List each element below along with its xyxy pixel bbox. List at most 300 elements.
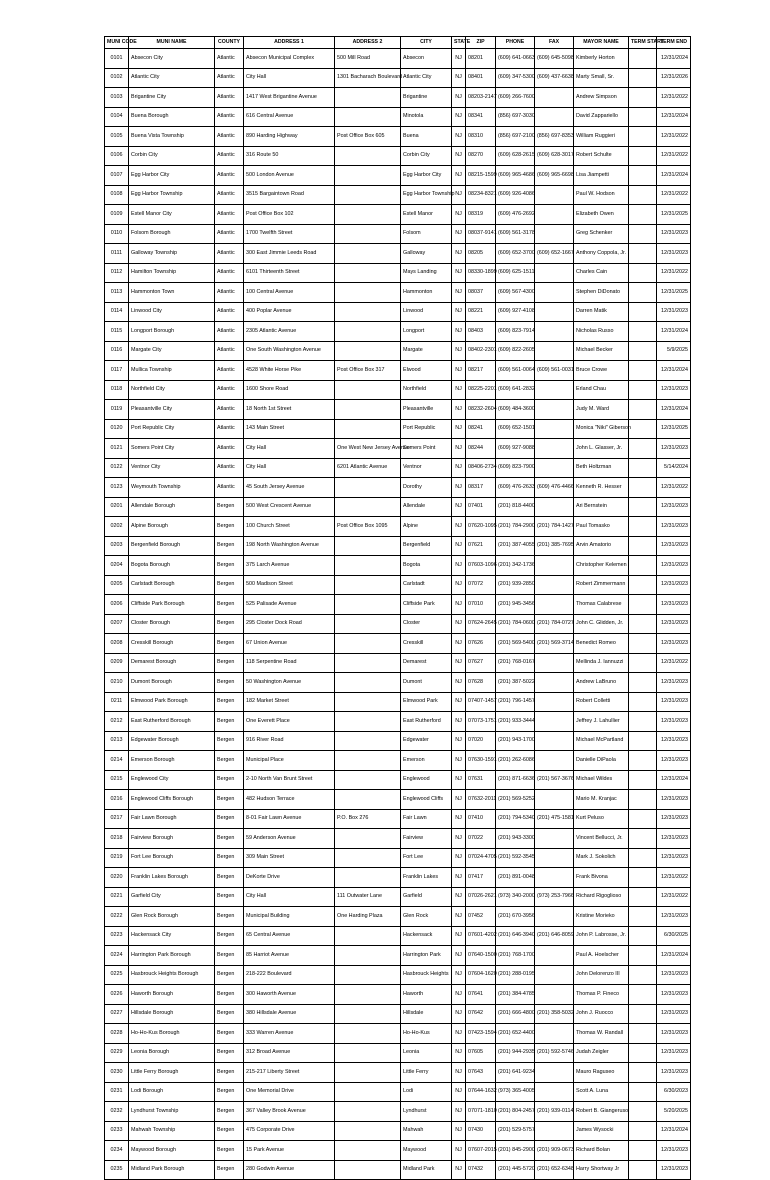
cell-muni-code: 0205 [105, 575, 129, 595]
cell-city: Egg Harbor City [401, 166, 452, 186]
cell-term-start [629, 419, 657, 439]
cell-fax [535, 575, 574, 595]
cell-mayor-name: Lisa Jiampetti [574, 166, 629, 186]
cell-mayor-name: Mauro Raguseo [574, 1063, 629, 1083]
cell-muni-code: 0215 [105, 770, 129, 790]
cell-address-2 [335, 751, 401, 771]
cell-muni-name: Ho-Ho-Kus Borough [129, 1024, 215, 1044]
cell-city: Fort Lee [401, 848, 452, 868]
cell-phone: (609) 561-0064 [496, 361, 535, 381]
table-row [105, 107, 691, 127]
cell-city: Folsom [401, 224, 452, 244]
cell-address-2 [335, 712, 401, 732]
cell-address-1: 45 South Jersey Avenue [244, 478, 335, 498]
table-row [105, 1160, 691, 1180]
cell-address-2 [335, 1024, 401, 1044]
cell-term-end: 12/31/2023 [657, 1141, 691, 1161]
cell-state: NJ [452, 107, 466, 127]
cell-term-end: 12/31/2023 [657, 380, 691, 400]
cell-address-2 [335, 614, 401, 634]
cell-fax: (609) 476-4466 [535, 478, 574, 498]
cell-mayor-name: Kurt Peluso [574, 809, 629, 829]
cell-muni-name: Bogota Borough [129, 556, 215, 576]
cell-mayor-name: Paul W. Hodson [574, 185, 629, 205]
cell-county: Atlantic [215, 205, 244, 225]
cell-muni-name: Leonia Borough [129, 1043, 215, 1063]
cell-mayor-name: John C. Glidden, Jr. [574, 614, 629, 634]
cell-address-2 [335, 380, 401, 400]
cell-term-end: 12/31/2023 [657, 439, 691, 459]
cell-fax: (609) 561-0031 [535, 361, 574, 381]
cell-phone: (201) 641-9234 [496, 1063, 535, 1083]
cell-fax: (201) 652-6348 [535, 1160, 574, 1180]
cell-address-2 [335, 829, 401, 849]
cell-muni-name: Weymouth Township [129, 478, 215, 498]
table-row [105, 205, 691, 225]
cell-fax [535, 692, 574, 712]
cell-address-1: 916 River Road [244, 731, 335, 751]
cell-city: Franklin Lakes [401, 868, 452, 888]
cell-state: NJ [452, 1063, 466, 1083]
cell-city: Glen Rock [401, 907, 452, 927]
cell-zip: 07642 [466, 1004, 496, 1024]
cell-state: NJ [452, 1121, 466, 1141]
cell-muni-code: 0115 [105, 322, 129, 342]
cell-phone: (856) 697-2100 [496, 127, 535, 147]
cell-mayor-name: Robert Zimmermann [574, 575, 629, 595]
table-row [105, 634, 691, 654]
table-row [105, 185, 691, 205]
cell-state: NJ [452, 614, 466, 634]
cell-muni-name: Mahwah Township [129, 1121, 215, 1141]
cell-muni-name: Northfield City [129, 380, 215, 400]
cell-phone: (609) 561-3178 [496, 224, 535, 244]
cell-term-end: 6/30/2023 [657, 1082, 691, 1102]
cell-phone: (973) 365-4005 [496, 1082, 535, 1102]
cell-address-2 [335, 985, 401, 1005]
cell-muni-code: 0122 [105, 458, 129, 478]
cell-county: Bergen [215, 887, 244, 907]
cell-term-start [629, 380, 657, 400]
cell-term-end: 12/31/2024 [657, 166, 691, 186]
cell-zip: 07432 [466, 1160, 496, 1180]
cell-mayor-name: Beth Holtzman [574, 458, 629, 478]
cell-phone: (609) 266-7600 [496, 88, 535, 108]
cell-state: NJ [452, 517, 466, 537]
cell-county: Atlantic [215, 185, 244, 205]
cell-city: Galloway [401, 244, 452, 264]
cell-address-1: 100 Central Avenue [244, 283, 335, 303]
table-row [105, 322, 691, 342]
cell-phone: (201) 262-6086 [496, 751, 535, 771]
cell-muni-name: Port Republic City [129, 419, 215, 439]
cell-fax [535, 224, 574, 244]
cell-fax [535, 205, 574, 225]
cell-zip: 07626 [466, 634, 496, 654]
cell-term-end: 12/31/2023 [657, 1004, 691, 1024]
cell-term-end: 12/31/2023 [657, 985, 691, 1005]
cell-term-start [629, 575, 657, 595]
table-row [105, 965, 691, 985]
cell-address-1: 1417 West Brigantine Avenue [244, 88, 335, 108]
column-header-address-1: ADDRESS 1 [244, 37, 335, 49]
cell-phone: (201) 666-4800 [496, 1004, 535, 1024]
cell-term-end: 12/31/2023 [657, 907, 691, 927]
cell-phone: (609) 567-4300 [496, 283, 535, 303]
mayor-roster-sheet [104, 36, 688, 1180]
cell-city: Minotola [401, 107, 452, 127]
cell-mayor-name: Mario M. Kranjac [574, 790, 629, 810]
cell-muni-code: 0204 [105, 556, 129, 576]
cell-term-end: 12/31/2022 [657, 88, 691, 108]
cell-state: NJ [452, 692, 466, 712]
cell-mayor-name: Paul Tomasko [574, 517, 629, 537]
cell-state: NJ [452, 634, 466, 654]
cell-address-1: 500 West Crescent Avenue [244, 497, 335, 517]
cell-county: Bergen [215, 1024, 244, 1044]
cell-muni-code: 0227 [105, 1004, 129, 1024]
cell-address-2 [335, 302, 401, 322]
cell-fax [535, 400, 574, 420]
cell-fax [535, 1121, 574, 1141]
cell-state: NJ [452, 341, 466, 361]
cell-phone: (609) 641-2832 [496, 380, 535, 400]
cell-zip: 08217 [466, 361, 496, 381]
cell-fax [535, 107, 574, 127]
cell-address-2 [335, 556, 401, 576]
column-header-mayor-name: MAYOR NAME [574, 37, 629, 49]
cell-zip: 07620-1095 [466, 517, 496, 537]
cell-address-2 [335, 868, 401, 888]
cell-city: Bergenfield [401, 536, 452, 556]
cell-muni-code: 0123 [105, 478, 129, 498]
cell-muni-name: Buena Vista Township [129, 127, 215, 147]
cell-address-1: 67 Union Avenue [244, 634, 335, 654]
cell-zip: 08203-2147 [466, 88, 496, 108]
cell-state: NJ [452, 809, 466, 829]
cell-muni-code: 0218 [105, 829, 129, 849]
cell-muni-code: 0223 [105, 926, 129, 946]
cell-phone: (201) 794-5340 [496, 809, 535, 829]
cell-zip: 08401 [466, 68, 496, 88]
table-row [105, 653, 691, 673]
cell-term-end: 12/31/2022 [657, 146, 691, 166]
cell-term-start [629, 439, 657, 459]
table-row [105, 907, 691, 927]
cell-address-1: 300 Haworth Avenue [244, 985, 335, 1005]
cell-address-2: P.O. Box 276 [335, 809, 401, 829]
table-row [105, 88, 691, 108]
cell-county: Bergen [215, 731, 244, 751]
cell-phone: (609) 641-0663 [496, 49, 535, 69]
cell-county: Bergen [215, 1121, 244, 1141]
cell-muni-name: Ventnor City [129, 458, 215, 478]
cell-muni-name: Fairview Borough [129, 829, 215, 849]
cell-mayor-name: Mark J. Sokolich [574, 848, 629, 868]
cell-muni-name: Corbin City [129, 146, 215, 166]
cell-zip: 08215-1599 [466, 166, 496, 186]
cell-mayor-name: Kristine Morieko [574, 907, 629, 927]
cell-address-1: 4528 White Horse Pike [244, 361, 335, 381]
cell-county: Bergen [215, 926, 244, 946]
cell-zip: 07423-1594 [466, 1024, 496, 1044]
cell-term-end: 12/31/2022 [657, 887, 691, 907]
cell-term-start [629, 283, 657, 303]
cell-term-start [629, 809, 657, 829]
cell-mayor-name: Andrew Simpson [574, 88, 629, 108]
cell-state: NJ [452, 283, 466, 303]
cell-muni-name: Closter Borough [129, 614, 215, 634]
cell-address-2 [335, 770, 401, 790]
cell-fax [535, 341, 574, 361]
cell-fax [535, 868, 574, 888]
cell-fax: (201) 909-0673 [535, 1141, 574, 1161]
cell-term-end: 12/31/2023 [657, 712, 691, 732]
cell-county: Atlantic [215, 244, 244, 264]
cell-city: Absecon [401, 49, 452, 69]
cell-address-2 [335, 419, 401, 439]
table-row [105, 829, 691, 849]
cell-muni-name: Hammonton Town [129, 283, 215, 303]
table-row [105, 166, 691, 186]
cell-state: NJ [452, 166, 466, 186]
cell-term-start [629, 556, 657, 576]
cell-city: Little Ferry [401, 1063, 452, 1083]
table-row [105, 1082, 691, 1102]
cell-term-end: 12/31/2023 [657, 536, 691, 556]
cell-zip: 08232-2604 [466, 400, 496, 420]
cell-zip: 07632-2011 [466, 790, 496, 810]
cell-address-2 [335, 341, 401, 361]
cell-phone: (609) 347-5300 [496, 68, 535, 88]
cell-address-1: 367 Valley Brook Avenue [244, 1102, 335, 1122]
table-row [105, 49, 691, 69]
cell-state: NJ [452, 673, 466, 693]
cell-mayor-name: Greg Schenker [574, 224, 629, 244]
cell-mayor-name: Vincent Bellucci, Jr. [574, 829, 629, 849]
cell-term-start [629, 1004, 657, 1024]
cell-term-start [629, 790, 657, 810]
cell-term-end: 12/31/2023 [657, 497, 691, 517]
cell-county: Atlantic [215, 400, 244, 420]
table-row [105, 517, 691, 537]
cell-zip: 07603-1096 [466, 556, 496, 576]
cell-muni-code: 0220 [105, 868, 129, 888]
cell-fax [535, 556, 574, 576]
table-row [105, 536, 691, 556]
cell-city: Hillsdale [401, 1004, 452, 1024]
cell-zip: 08310 [466, 127, 496, 147]
cell-county: Bergen [215, 536, 244, 556]
cell-term-start [629, 107, 657, 127]
table-row [105, 985, 691, 1005]
table-row [105, 380, 691, 400]
table-row [105, 283, 691, 303]
cell-city: Midland Park [401, 1160, 452, 1180]
cell-city: Corbin City [401, 146, 452, 166]
cell-phone: (201) 387-5022 [496, 673, 535, 693]
cell-zip: 07605 [466, 1043, 496, 1063]
cell-term-end: 12/31/2023 [657, 614, 691, 634]
cell-term-end: 12/31/2023 [657, 302, 691, 322]
cell-zip: 08406-2734 [466, 458, 496, 478]
cell-muni-code: 0202 [105, 517, 129, 537]
cell-state: NJ [452, 829, 466, 849]
cell-muni-name: Fort Lee Borough [129, 848, 215, 868]
cell-address-1: One Everett Place [244, 712, 335, 732]
cell-county: Bergen [215, 946, 244, 966]
cell-term-start [629, 848, 657, 868]
cell-term-start [629, 751, 657, 771]
cell-term-start [629, 536, 657, 556]
cell-fax: (201) 784-0727 [535, 614, 574, 634]
cell-address-2: 500 Mill Road [335, 49, 401, 69]
cell-phone: (201) 784-2900 [496, 517, 535, 537]
cell-phone: (609) 476-2692 [496, 205, 535, 225]
cell-phone: (201) 445-5720 [496, 1160, 535, 1180]
cell-fax [535, 88, 574, 108]
cell-address-2 [335, 926, 401, 946]
cell-address-1: 316 Route 50 [244, 146, 335, 166]
cell-zip: 08221 [466, 302, 496, 322]
cell-city: Cresskill [401, 634, 452, 654]
cell-county: Bergen [215, 1102, 244, 1122]
cell-city: East Rutherford [401, 712, 452, 732]
cell-county: Bergen [215, 595, 244, 615]
cell-city: Fairview [401, 829, 452, 849]
cell-muni-name: Folsom Borough [129, 224, 215, 244]
cell-phone: (609) 927-9088 [496, 439, 535, 459]
cell-state: NJ [452, 361, 466, 381]
cell-muni-name: Haworth Borough [129, 985, 215, 1005]
cell-muni-name: Pleasantville City [129, 400, 215, 420]
cell-city: Northfield [401, 380, 452, 400]
cell-muni-code: 0225 [105, 965, 129, 985]
cell-state: NJ [452, 926, 466, 946]
cell-term-start [629, 341, 657, 361]
cell-term-start [629, 400, 657, 420]
cell-mayor-name: Benedict Romeo [574, 634, 629, 654]
cell-fax [535, 712, 574, 732]
cell-fax: (201) 646-8059 [535, 926, 574, 946]
cell-muni-name: Egg Harbor City [129, 166, 215, 186]
cell-state: NJ [452, 1141, 466, 1161]
cell-mayor-name: Judah Zeigler [574, 1043, 629, 1063]
cell-term-start [629, 458, 657, 478]
cell-mayor-name: James Wysocki [574, 1121, 629, 1141]
cell-mayor-name: Arvin Amatorio [574, 536, 629, 556]
cell-phone: (201) 387-4055 [496, 536, 535, 556]
cell-muni-name: Egg Harbor Township [129, 185, 215, 205]
cell-county: Atlantic [215, 224, 244, 244]
cell-address-2 [335, 283, 401, 303]
cell-fax: (201) 784-1427 [535, 517, 574, 537]
cell-address-1: 8-01 Fair Lawn Avenue [244, 809, 335, 829]
cell-fax: (201) 939-0114 [535, 1102, 574, 1122]
cell-zip: 07010 [466, 595, 496, 615]
cell-fax: (201) 569-3714 [535, 634, 574, 654]
cell-mayor-name: John Delorenzo III [574, 965, 629, 985]
cell-county: Bergen [215, 1141, 244, 1161]
cell-term-end: 12/31/2025 [657, 205, 691, 225]
cell-term-start [629, 887, 657, 907]
cell-zip: 08319 [466, 205, 496, 225]
cell-muni-code: 0232 [105, 1102, 129, 1122]
cell-fax [535, 380, 574, 400]
cell-phone: (609) 476-2633 [496, 478, 535, 498]
cell-mayor-name: Danielle DiPaola [574, 751, 629, 771]
column-header-county: COUNTY [215, 37, 244, 49]
cell-state: NJ [452, 478, 466, 498]
cell-county: Atlantic [215, 478, 244, 498]
table-row [105, 341, 691, 361]
cell-address-2 [335, 205, 401, 225]
cell-muni-name: Atlantic City [129, 68, 215, 88]
cell-city: Hasbrouck Heights [401, 965, 452, 985]
cell-term-start [629, 224, 657, 244]
cell-term-start [629, 653, 657, 673]
cell-term-start [629, 478, 657, 498]
cell-term-start [629, 166, 657, 186]
cell-city: Closter [401, 614, 452, 634]
cell-mayor-name: Thomas W. Randall [574, 1024, 629, 1044]
cell-mayor-name: Michael Wildes [574, 770, 629, 790]
cell-mayor-name: Charles Cain [574, 263, 629, 283]
cell-muni-name: Edgewater Borough [129, 731, 215, 751]
column-header-phone: PHONE [496, 37, 535, 49]
table-row [105, 731, 691, 751]
cell-zip: 08037-9141 [466, 224, 496, 244]
cell-county: Atlantic [215, 166, 244, 186]
cell-muni-code: 0119 [105, 400, 129, 420]
column-header-city: CITY [401, 37, 452, 49]
cell-fax [535, 283, 574, 303]
cell-phone: (201) 845-2900 [496, 1141, 535, 1161]
cell-muni-name: Glen Rock Borough [129, 907, 215, 927]
cell-phone: (201) 943-1700 [496, 731, 535, 751]
cell-mayor-name: Jeffrey J. Lahullier [574, 712, 629, 732]
cell-address-2: One Harding Plaza [335, 907, 401, 927]
cell-city: Port Republic [401, 419, 452, 439]
cell-mayor-name: Robert Schulte [574, 146, 629, 166]
cell-address-1: 143 Main Street [244, 419, 335, 439]
cell-muni-code: 0107 [105, 166, 129, 186]
cell-fax [535, 1082, 574, 1102]
cell-term-start [629, 322, 657, 342]
cell-mayor-name: Harry Shortway Jr [574, 1160, 629, 1180]
cell-term-end: 12/31/2023 [657, 751, 691, 771]
cell-address-1: City Hall [244, 887, 335, 907]
cell-county: Atlantic [215, 68, 244, 88]
cell-term-start [629, 1082, 657, 1102]
cell-address-1: 475 Corporate Drive [244, 1121, 335, 1141]
cell-county: Bergen [215, 751, 244, 771]
cell-term-start [629, 1160, 657, 1180]
cell-phone: (201) 945-3456 [496, 595, 535, 615]
cell-phone: (609) 652-3700 [496, 244, 535, 264]
table-row [105, 146, 691, 166]
cell-zip: 08341 [466, 107, 496, 127]
cell-muni-name: Alpine Borough [129, 517, 215, 537]
cell-term-start [629, 127, 657, 147]
cell-city: Leonia [401, 1043, 452, 1063]
cell-address-1: 1600 Shore Road [244, 380, 335, 400]
table-row [105, 926, 691, 946]
cell-state: NJ [452, 1160, 466, 1180]
cell-muni-name: Little Ferry Borough [129, 1063, 215, 1083]
cell-muni-name: Franklin Lakes Borough [129, 868, 215, 888]
cell-phone: (609) 823-7914 [496, 322, 535, 342]
